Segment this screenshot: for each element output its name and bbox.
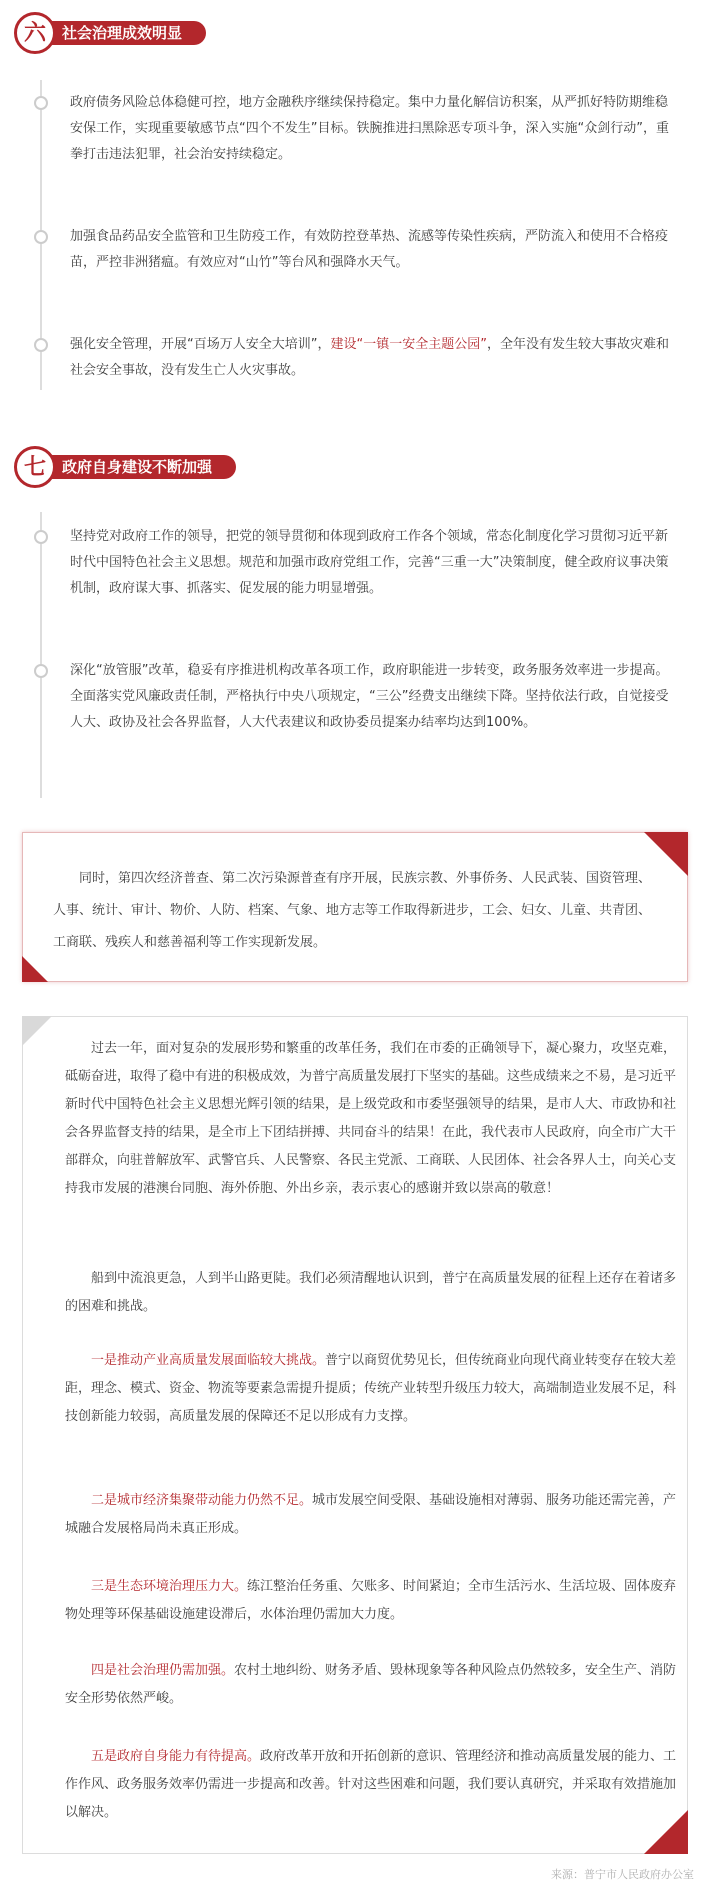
challenge-text: 城市发展空间受限、基础设施相对薄弱、服务功能还需完善，产城融合发展格局尚未真正形成。: [65, 1493, 677, 1536]
timeline-dot: [34, 664, 48, 678]
summary-text: 同时，第四次经济普查、第二次污染源普查有序开展，民族宗教、外事侨务、人民武装、国资管理、人事、统计、审计、物价、人防、档案、气象、地方志等工作取得新进步，工会、妇女、儿童、共青团、工商联、残疾人和慈善福利等工作实现新发展。: [53, 871, 652, 950]
timeline-dot: [34, 96, 48, 110]
corner-decoration: [22, 956, 48, 982]
challenge-lead: 二是城市经济集聚带动能力仍然不足。: [91, 1493, 313, 1508]
summary-box: [22, 832, 688, 982]
challenge-text: 农村土地纠纷、财务矛盾、毁林现象等各种风险点仍然较多，安全生产、消防安全形势依然严峻。: [65, 1663, 677, 1706]
section-numeral: 六: [14, 12, 56, 54]
section-numeral: 七: [14, 446, 56, 488]
item-text: 强化安全管理，开展“百场万人安全大培训”，: [70, 337, 331, 352]
challenge-text: 普宁以商贸优势见长，但传统商业向现代商业转变存在较大差距，理念、模式、资金、物流等要素急需提升提质；传统产业转型升级压力较大，高端制造业发展不足，科技创新能力较弱，高质量发展的保障还不足以形成有力支撑。: [65, 1353, 677, 1424]
challenge-item: [65, 1573, 685, 1629]
timeline-dot: [34, 530, 48, 544]
challenge-lead: 一是推动产业高质量发展面临较大挑战。: [91, 1353, 326, 1368]
list-item: 深化“放管服”改革，稳妥有序推进机构改革各项工作，政府职能进一步转变，政务服务效率进一步提高。全面落实党风廉政责任制，严格执行中央八项规定，“三公”经费支出继续下降。坚持依法行政，自觉接受人大、政协及社会各界监督，人大代表建议和政协委员提案办结率均达到100%。: [70, 663, 669, 730]
challenge-item: [65, 1743, 685, 1827]
challenge-lead: 三是生态环境治理压力大。: [91, 1579, 248, 1594]
list-item: 加强食品药品安全监管和卫生防疫工作，有效防控登革热、流感等传染性疾病，严防流入和使用不合格疫苗，严控非洲猪瘟。有效应对“山竹”等台风和强降水天气。: [70, 229, 669, 270]
timeline-line: [40, 512, 42, 798]
challenge-item: [65, 1347, 685, 1431]
paragraph: 过去一年，面对复杂的发展形势和繁重的改革任务，我们在市委的正确领导下，凝心聚力，攻坚克难，砥砺奋进，取得了稳中有进的积极成效，为普宁高质量发展打下坚实的基础。这些成绩来之不易，是习近平新时代中国特色社会主义思想光辉引领的结果，是上级党政和市委坚强领导的结果，是市人大、市政协和社会各界监督支持的结果，是全市上下团结拼搏、共同奋斗的结果！在此，我代表市人民政府，向全市广大干部群众，向驻普解放军、武警官兵、人民警察、各民主党派、工商联、人民团体、社会各界人士，向关心支持我市发展的港澳台同胞、海外侨胞、外出乡亲，表示衷心的感谢并致以崇高的敬意！: [65, 1041, 677, 1196]
challenge-text: 政府改革开放和开拓创新的意识、管理经济和推动高质量发展的能力、工作作风、政务服务效率仍需进一步提高和改善。针对这些困难和问题，我们要认真研究，并采取有效措施加以解决。: [65, 1749, 677, 1820]
section-title: 政府自身建设不断加强: [34, 455, 236, 479]
highlight-text: 建设“一镇一安全主题公园”: [330, 337, 487, 352]
challenge-item: [65, 1657, 685, 1713]
challenge-item: [65, 1487, 685, 1543]
challenge-text: 练江整治任务重、欠账多、时间紧迫；全市生活污水、生活垃圾、固体废弃物处理等环保基础设施建设滞后，水体治理仍需加大力度。: [65, 1579, 677, 1622]
timeline-dot: [34, 338, 48, 352]
challenges-box: [22, 1016, 688, 1854]
challenge-lead: 四是社会治理仍需加强。: [91, 1663, 235, 1678]
list-item: [70, 332, 680, 384]
paragraph: 船到中流浪更急，人到半山路更陡。我们必须清醒地认识到，普宁在高质量发展的征程上还存在着诸多的困难和挑战。: [65, 1271, 677, 1314]
source-caption: 来源：普宁市人民政府办公室: [551, 1868, 694, 1881]
timeline-dot: [34, 230, 48, 244]
list-item: 坚持党对政府工作的领导，把党的领导贯彻和体现到政府工作各个领域，常态化制度化学习贯彻习近平新时代中国特色社会主义思想。规范和加强市政府党组工作，完善“三重一大”决策制度，健全政府议事决策机制，政府谋大事、抓落实、促发展的能力明显增强。: [70, 529, 669, 596]
item-text: ，全年没有发生较大事故灾难和社会安全事故，没有发生亡人火灾事故。: [70, 337, 669, 378]
corner-decoration: [22, 1016, 52, 1046]
list-item: 政府债务风险总体稳健可控，地方金融秩序继续保持稳定。集中力量化解信访积案，从严抓好特防期维稳安保工作，实现重要敏感节点“四个不发生”目标。铁腕推进扫黑除恶专项斗争，深入实施“众剑行动”，重拳打击违法犯罪，社会治安持续稳定。: [70, 95, 669, 162]
section-title: 社会治理成效明显: [34, 21, 206, 45]
challenge-lead: 五是政府自身能力有待提高。: [91, 1749, 261, 1764]
